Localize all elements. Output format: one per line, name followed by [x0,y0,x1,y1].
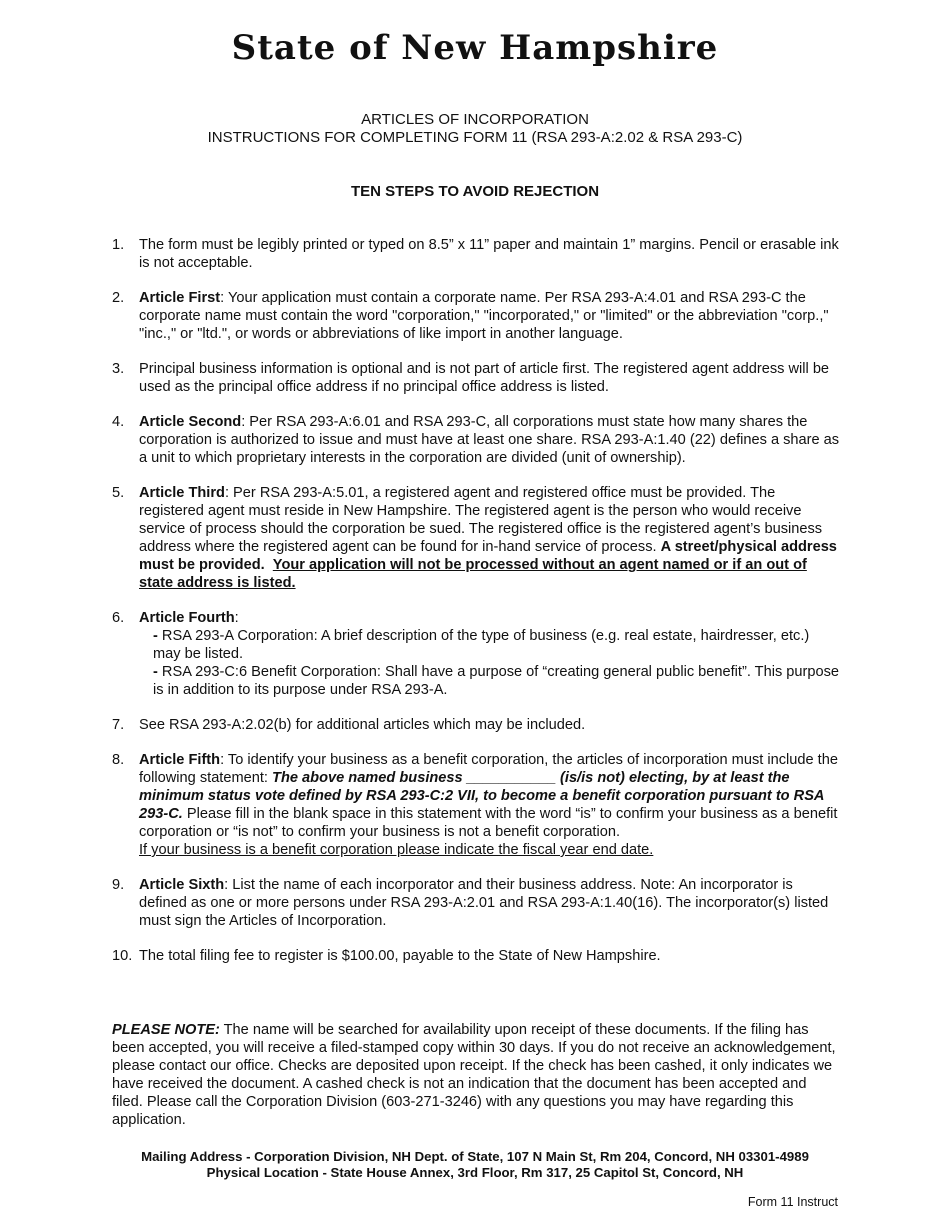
step-number: 3. [112,361,125,377]
step-3 [112,360,840,396]
step-label: Article Sixth [139,877,225,893]
step-text: : Your application must contain a corporate name. Per RSA 293-A:4.01 and RSA 293-C the corporate name must contain the word "corporation," "incorporated," or "limited" or the abbreviation "corp.," "inc.," or "ltd.", or words or abbreviations of like import in another language. [139,290,829,342]
steps-heading: TEN STEPS TO AVOID REJECTION [350,183,600,200]
subtitle-line-1: ARTICLES OF INCORPORATION [361,111,589,128]
document-subtitle [0,111,950,147]
step-label: Article Fifth [139,752,221,768]
step-number: 2. [112,290,125,306]
step-text: : Per RSA 293-A:6.01 and RSA 293-C, all corporations must state how many shares the corporation is authorized to issue and must have at least one share. RSA 293-A:1.40 (22) defines a share as a unit to which proprietary interests in the corporation are divided (unit of ownership). [139,414,840,466]
step-label: Article First [139,290,221,306]
step-7 [112,716,840,734]
note-text: The name will be searched for availability upon receipt of these documents. If the filing has been accepted, you will receive a filed-stamped copy within 30 days. If you do not receive an acknowledgement, please contact our office. Checks are deposited upon receipt. If the check has been cashed, it only indicates we have received the document. A cashed check is not an indication that the document has been accepted and filed. Please call the Corporation Division (603-271-3246) with any questions you may have regarding this application. [112,1022,836,1128]
step-text: : To identify your business as a benefit corporation, the articles of incorporation must include the following statement: [139,752,838,786]
step-text: The form must be legibly printed or typed on 8.5” x 11” paper and maintain 1” margins. Pencil or erasable ink is not acceptable. [139,237,839,271]
address-footer [0,1149,950,1181]
step-sub-item: - RSA 293-A Corporation: A brief description of the type of business (e.g. real estate, hairdresser, etc.) may be listed. [153,628,810,662]
required-statement: The above named business ___________ (is/is not) electing, by at least the minimum status vote defined by RSA 293-C:2 VII, to become a benefit corporation pursuant to RSA 293-C. [139,770,824,822]
step-8 [112,751,840,859]
step-label: Article Third [139,485,225,501]
step-sub-item: - RSA 293-C:6 Benefit Corporation: Shall have a purpose of “creating general public benefit”. This purpose is in addition to its purpose under RSA 293-A. [153,664,840,698]
step-text: : Per RSA 293-A:5.01, a registered agent and registered office must be provided. The registered agent must reside in New Hampshire. The registered agent is the person who would receive service of process should the corporation be sued. The registered office is the registered agent’s business address where the registered agent can be found for in-hand service of process. [139,485,823,555]
step-number: 7. [112,717,125,733]
step-bold-text: A street/physical address must be provided. [139,539,837,573]
step-2 [112,289,840,343]
state-title: State of New Hampshire [231,28,719,68]
step-number: 10. [112,948,133,964]
step-number: 6. [112,610,125,626]
step-text: The total filing fee to register is $100.00, payable to the State of New Hampshire. [139,948,661,964]
step-text: : List the name of each incorporator and their business address. Note: An incorporator is defined as one or more persons under RSA 293-A:2.01 and RSA 293-A:1.40(16). The incorporator(s) listed must sign the Articles of Incorporation. [139,877,829,929]
note-label: PLEASE NOTE: [112,1022,220,1038]
step-number: 8. [112,752,125,768]
step-4 [112,413,840,467]
step-number: 4. [112,414,125,430]
subtitle-line-2: INSTRUCTIONS FOR COMPLETING FORM 11 (RSA 293-A:2.02 & RSA 293-C) [207,129,743,146]
form-identifier: Form 11 Instruct [747,1195,838,1209]
step-text: Principal business information is optional and is not part of article first. The registered agent address will be used as the principal office address if no principal office address is listed. [139,361,830,395]
step-1 [112,236,840,272]
step-6: 6. Article Fourth: - RSA 293-A Corporation: A brief description of the type of business (e.g. real estate, hairdresser, etc.) may be listed. - RSA 293-C:6 Benefit Corporation: Shall have a purpose of “creating general public benefit”. This purpose is in addition to its purpose under RSA 293-A. [112,610,840,698]
step-10 [112,947,840,965]
step-text: See RSA 293-A:2.02(b) for additional articles which may be included. [139,717,586,733]
step-label: Article Fourth [139,610,235,626]
step-warning-text: Your application will not be processed without an agent named or if an out of state address is listed. [139,557,807,591]
steps-list [112,236,840,982]
step-5 [112,484,840,592]
mailing-address: Mailing Address - Corporation Division, NH Dept. of State, 107 N Main St, Rm 204, Concord, NH 03301-4989 [141,1149,809,1164]
step-text: Please fill in the blank space in this statement with the word “is” to confirm your business as a benefit corporation or “is not” to confirm your business is not a benefit corporation. [139,806,838,840]
step-underline-text: If your business is a benefit corporation please indicate the fiscal year end date. [139,842,654,858]
step-number: 1. [112,237,125,253]
step-label: Article Second [139,414,242,430]
step-number: 5. [112,485,125,501]
step-9 [112,876,840,930]
please-note [112,1021,838,1129]
physical-location: Physical Location - State House Annex, 3rd Floor, Rm 317, 25 Capitol St, Concord, NH [206,1165,744,1180]
step-number: 9. [112,877,125,893]
